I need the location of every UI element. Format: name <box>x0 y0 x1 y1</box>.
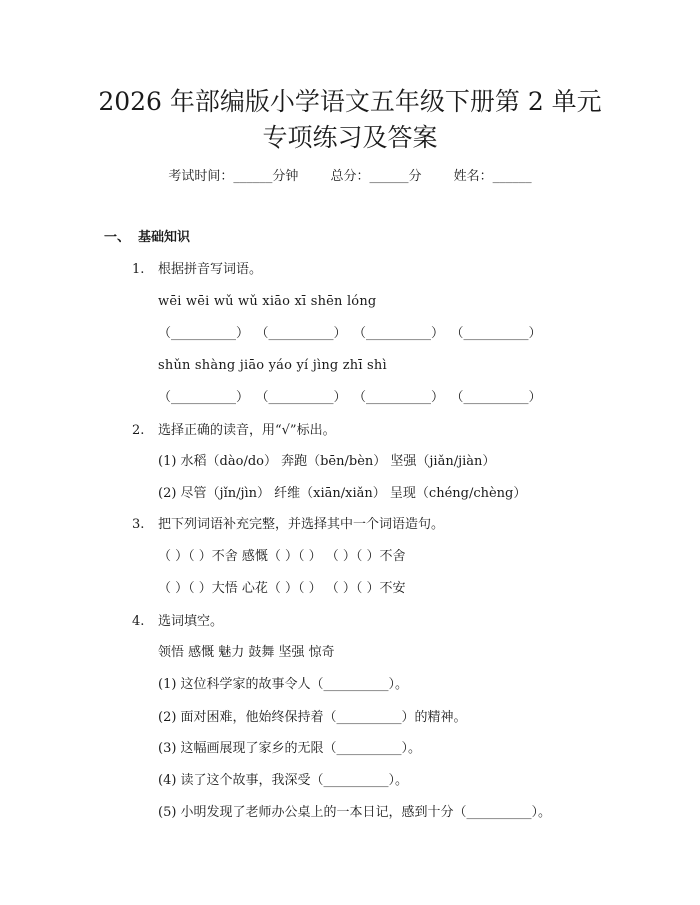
exam-meta <box>0 168 700 186</box>
answer-blank[interactable]: （__________） <box>457 390 542 405</box>
question-2-item-1: (1) 水稻（dào/do） 奔跑（bēn/bèn） 坚强（jiǎn/jiàn） <box>158 454 496 469</box>
question-1-text: 根据拼音写词语。 <box>158 262 263 277</box>
answer-blank[interactable]: （__________） <box>262 390 347 405</box>
question-2-text: 选择正确的读音，用“√”标出。 <box>158 423 336 438</box>
question-1-pinyin-row-1: wēi wēi wǔ wǔ xiāo xī shēn lóng <box>158 294 377 309</box>
answer-blank[interactable]: （__________） <box>158 390 250 405</box>
question-4-word-bank: 领悟 感慨 魅力 鼓舞 坚强 惊奇 <box>158 645 335 660</box>
question-2-item-2: (2) 尽管（jǐn/jìn） 纤维（xiān/xiǎn） 呈现（chéng/chèng） <box>158 486 527 501</box>
question-1-blank-row-1 <box>158 325 555 343</box>
answer-blank[interactable]: （__________） <box>158 326 250 341</box>
question-3-row-2: （ ）（ ）大悟 心花（ ）（ ） （ ）（ ）不安 <box>158 581 406 596</box>
answer-blank[interactable]: （__________） <box>359 326 445 341</box>
question-4-sentence-2: (2) 面对困难，他始终保持着（__________）的精神。 <box>158 710 467 725</box>
question-4-sentence-1: (1) 这位科学家的故事令人（__________）。 <box>158 677 409 692</box>
question-3-row-1: （ ）（ ）不舍 感慨（ ）（ ） （ ）（ ）不舍 <box>158 549 406 564</box>
section-heading <box>104 229 190 247</box>
section-number: 一、 <box>104 230 131 245</box>
question-4-number: 4. <box>132 614 145 629</box>
question-4-sentence-5: (5) 小明发现了老师办公桌上的一本日记，感到十分（__________）。 <box>158 805 552 820</box>
title-line-2: 专项练习及答案 <box>262 123 438 152</box>
title-line-1: 2026 年部编版小学语文五年级下册第 2 单元 <box>98 87 602 116</box>
question-3-number: 3. <box>132 517 145 532</box>
answer-blank[interactable]: （__________） <box>262 326 347 341</box>
question-4-text: 选词填空。 <box>158 614 224 629</box>
question-1-blank-row-2 <box>158 389 555 407</box>
question-2-number: 2. <box>132 423 145 438</box>
question-1-pinyin-row-2: shǔn shàng jiāo yáo yí jìng zhī shì <box>158 358 387 373</box>
answer-blank[interactable]: （__________） <box>457 326 542 341</box>
section-label: 基础知识 <box>138 230 191 245</box>
answer-blank[interactable]: （__________） <box>359 390 445 405</box>
question-1-number: 1. <box>132 262 145 277</box>
total-score: 总分：______分 <box>330 169 422 184</box>
student-name: 姓名：______ <box>453 169 532 184</box>
question-3-text: 把下列词语补充完整，并选择其中一个词语造句。 <box>158 517 445 532</box>
question-4-sentence-3: (3) 这幅画展现了家乡的无限（__________）。 <box>158 741 422 756</box>
question-4-sentence-4: (4) 读了这个故事，我深受（__________）。 <box>158 773 409 788</box>
exam-time: 考试时间：______分钟 <box>168 169 299 184</box>
